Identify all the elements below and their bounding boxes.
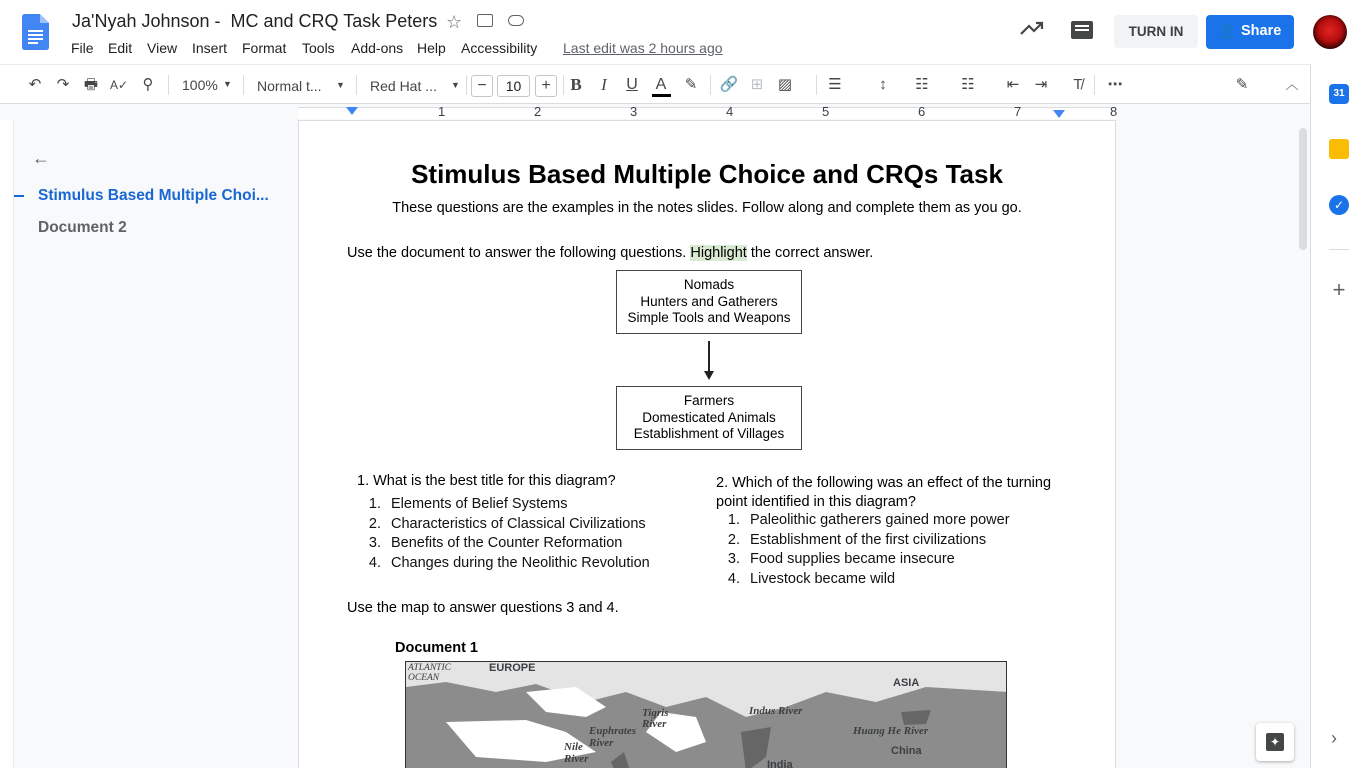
decrease-indent-icon[interactable]: ⇤ (1006, 76, 1020, 93)
diagram-arrow-head-icon (704, 371, 714, 380)
left-indent-marker-icon[interactable] (346, 107, 358, 115)
paint-format-icon[interactable]: ⚲ (142, 76, 154, 93)
increase-indent-icon[interactable]: ⇥ (1034, 76, 1048, 93)
numbered-list-icon[interactable]: ☷ (915, 76, 929, 93)
font-size-input[interactable]: 10 (497, 75, 530, 97)
move-folder-icon[interactable] (477, 14, 493, 27)
spellcheck-icon[interactable]: A✓ (109, 78, 129, 92)
add-comment-icon[interactable]: ⊞ (750, 76, 764, 93)
map-label-euphrates: Euphrates River (589, 725, 637, 749)
diagram-top-line: Hunters and Gatherers (640, 293, 778, 309)
ruler-mark: 2 (534, 104, 542, 119)
increase-font-size-button[interactable]: + (535, 75, 557, 97)
ruler-mark: 8 (1110, 104, 1118, 119)
ruler-mark: 3 (630, 104, 638, 119)
diagram-bottom-line: Domesticated Animals (642, 409, 776, 425)
list-item: 2. Establishment of the first civilizations (727, 531, 987, 548)
list-item: 2. Characteristics of Classical Civilizations (368, 515, 646, 532)
toolbar-divider (243, 75, 244, 95)
undo-icon[interactable]: ↶ (28, 76, 42, 93)
ruler-mark: 6 (918, 104, 926, 119)
highlight-color-icon[interactable]: ✎ (684, 76, 698, 93)
bulleted-list-icon[interactable]: ☷ (961, 76, 975, 93)
side-panel-divider (1329, 249, 1349, 250)
style-value: Normal t... (257, 78, 322, 94)
explore-button[interactable] (1256, 723, 1294, 761)
toolbar-divider (356, 75, 357, 95)
instruction-after: the correct answer. (746, 245, 874, 261)
ruler-mark: 5 (822, 104, 830, 119)
diagram-bottom-box (616, 386, 802, 450)
print-icon[interactable]: 🖶 (83, 76, 99, 93)
outline-item-document-2[interactable]: Document 2 (38, 219, 127, 236)
star-icon[interactable]: ☆ (446, 12, 463, 32)
bold-icon[interactable]: B (570, 75, 582, 94)
diagram-arrow-line (708, 341, 710, 371)
list-item: 4. Livestock became wild (727, 570, 896, 587)
map-label-china: China (891, 745, 922, 757)
style-select[interactable] (251, 75, 347, 95)
italic-icon[interactable]: I (601, 75, 607, 94)
toolbar-divider (816, 75, 817, 95)
insert-link-icon[interactable]: 🔗 (719, 76, 739, 93)
toolbar-divider (1094, 75, 1095, 95)
document-title-heading: Stimulus Based Multiple Choice and CRQs Task (411, 159, 1003, 189)
instruction-highlight: Highlight (690, 245, 747, 261)
more-options-icon[interactable]: ⋯ (1107, 76, 1123, 93)
tasks-icon[interactable]: ✓ (1329, 195, 1349, 215)
right-indent-marker-icon[interactable] (1053, 110, 1065, 118)
menu-view[interactable]: View (147, 40, 178, 56)
editing-mode-icon[interactable]: ✎ (1235, 76, 1249, 93)
close-outline-arrow-icon[interactable]: ← (32, 148, 50, 168)
diagram-top-box (616, 270, 802, 334)
list-item: 3. Benefits of the Counter Reformation (368, 535, 623, 551)
underline-icon[interactable]: U (626, 76, 638, 93)
share-person-icon: 👤 (1218, 23, 1236, 39)
activity-trend-icon[interactable] (1020, 20, 1044, 41)
line-spacing-icon[interactable]: ↕ (879, 76, 887, 93)
share-label: Share (1241, 23, 1282, 39)
font-value: Red Hat ... (370, 78, 437, 94)
menu-accessibility[interactable]: Accessibility (461, 40, 538, 56)
toolbar-divider (710, 75, 711, 95)
outline-left-border (0, 120, 14, 768)
ruler-mark: 1 (438, 104, 446, 119)
map-label-europe: EUROPE (489, 662, 536, 674)
map-label-nile: Nile River (564, 741, 589, 765)
font-select[interactable] (364, 75, 462, 95)
account-avatar[interactable] (1313, 15, 1347, 49)
document-title[interactable]: Ja'Nyah Johnson - MC and CRQ Task Peters (72, 11, 438, 31)
ancient-rivers-map (405, 661, 1007, 768)
document-canvas (0, 120, 1310, 768)
last-edit-link[interactable]: Last edit was 2 hours ago (563, 40, 723, 56)
toolbar-divider (563, 75, 564, 95)
comments-icon[interactable] (1071, 21, 1093, 39)
calendar-icon[interactable]: 31 (1329, 84, 1349, 104)
side-panel (1310, 64, 1366, 768)
question-1-options (357, 496, 650, 574)
menu-help[interactable]: Help (417, 40, 446, 56)
chevron-down-icon: ▼ (336, 80, 345, 90)
map-label-indus: Indus River (749, 705, 803, 717)
question-1-prompt: 1. What is the best title for this diagram? (357, 473, 616, 489)
document-page[interactable] (298, 120, 1116, 768)
share-button[interactable] (1206, 15, 1294, 49)
menu-format[interactable]: Format (242, 40, 287, 56)
ruler-track (298, 107, 1116, 119)
outline-item-stimulus[interactable]: Stimulus Based Multiple Choi... (38, 187, 269, 204)
diagram-top-line: Nomads (683, 277, 735, 292)
menu-insert[interactable]: Insert (192, 40, 228, 56)
clear-formatting-icon[interactable]: T̸ (1073, 76, 1083, 93)
list-item: 3. Food supplies became insecure (727, 551, 955, 567)
menu-addons[interactable]: Add-ons (351, 40, 404, 56)
ruler[interactable] (0, 104, 1310, 120)
question-2-prompt: 2. Which of the following was an effect of the turning point identified in this diagram? (716, 475, 1052, 510)
collapse-menus-icon[interactable]: ︿ (1285, 77, 1299, 92)
menu-file[interactable]: File (71, 40, 94, 56)
toolbar-divider (168, 75, 169, 95)
chevron-down-icon: ▼ (223, 79, 232, 89)
question-2-options (716, 512, 1010, 590)
document-subtitle: These questions are the examples in the notes slides. Follow along and complete them as you go. (392, 200, 1022, 216)
decrease-font-size-button[interactable]: − (471, 75, 493, 97)
diagram-bottom-line: Establishment of Villages (633, 426, 785, 441)
menu-tools[interactable]: Tools (302, 40, 335, 56)
explore-icon: ✦ (1266, 733, 1284, 751)
outline-active-marker (14, 195, 24, 197)
map-label-ocean: ATLANTIC OCEAN (408, 663, 451, 683)
map-label-india: India (767, 759, 793, 768)
map-label-huang: Huang He River (853, 725, 929, 737)
text-color-icon[interactable]: A (651, 75, 671, 95)
docs-logo-icon[interactable] (22, 14, 49, 50)
instruction-before: Use the document to answer the following questions. (347, 245, 691, 261)
instruction-text (347, 245, 873, 261)
map-label-asia: ASIA (893, 677, 920, 689)
ruler-mark: 7 (1014, 104, 1022, 119)
keep-icon[interactable] (1329, 139, 1349, 159)
list-item: 1. Elements of Belief Systems (368, 496, 568, 512)
list-item: 1. Paleolithic gatherers gained more power (727, 512, 1010, 528)
align-icon[interactable]: ☰ (828, 76, 842, 93)
turn-in-button[interactable]: TURN IN (1114, 15, 1198, 48)
diagram-top-line: Simple Tools and Weapons (627, 310, 791, 325)
list-item: 4. Changes during the Neolithic Revolution (368, 554, 650, 571)
title-bar (0, 0, 1366, 64)
cloud-status-icon[interactable] (508, 15, 524, 26)
zoom-select[interactable] (176, 75, 236, 95)
ruler-mark: 4 (726, 104, 734, 119)
menu-edit[interactable]: Edit (108, 40, 133, 56)
map-label-tigris: Tigris River (642, 707, 669, 730)
map-instruction: Use the map to answer questions 3 and 4. (347, 600, 619, 616)
expand-panel-chevron-icon[interactable]: › (1331, 728, 1337, 748)
redo-icon[interactable]: ↷ (56, 76, 70, 93)
document-1-label: Document 1 (395, 640, 478, 656)
insert-image-icon[interactable]: ▨ (777, 76, 793, 93)
scrollbar-thumb[interactable] (1299, 128, 1307, 250)
toolbar (0, 64, 1310, 104)
get-addons-icon[interactable]: + (1332, 277, 1346, 302)
toolbar-divider (466, 75, 467, 95)
zoom-value: 100% (182, 77, 218, 93)
chevron-down-icon: ▼ (451, 80, 460, 90)
vertical-scrollbar[interactable] (1296, 120, 1310, 768)
diagram-bottom-line: Farmers (683, 393, 735, 408)
